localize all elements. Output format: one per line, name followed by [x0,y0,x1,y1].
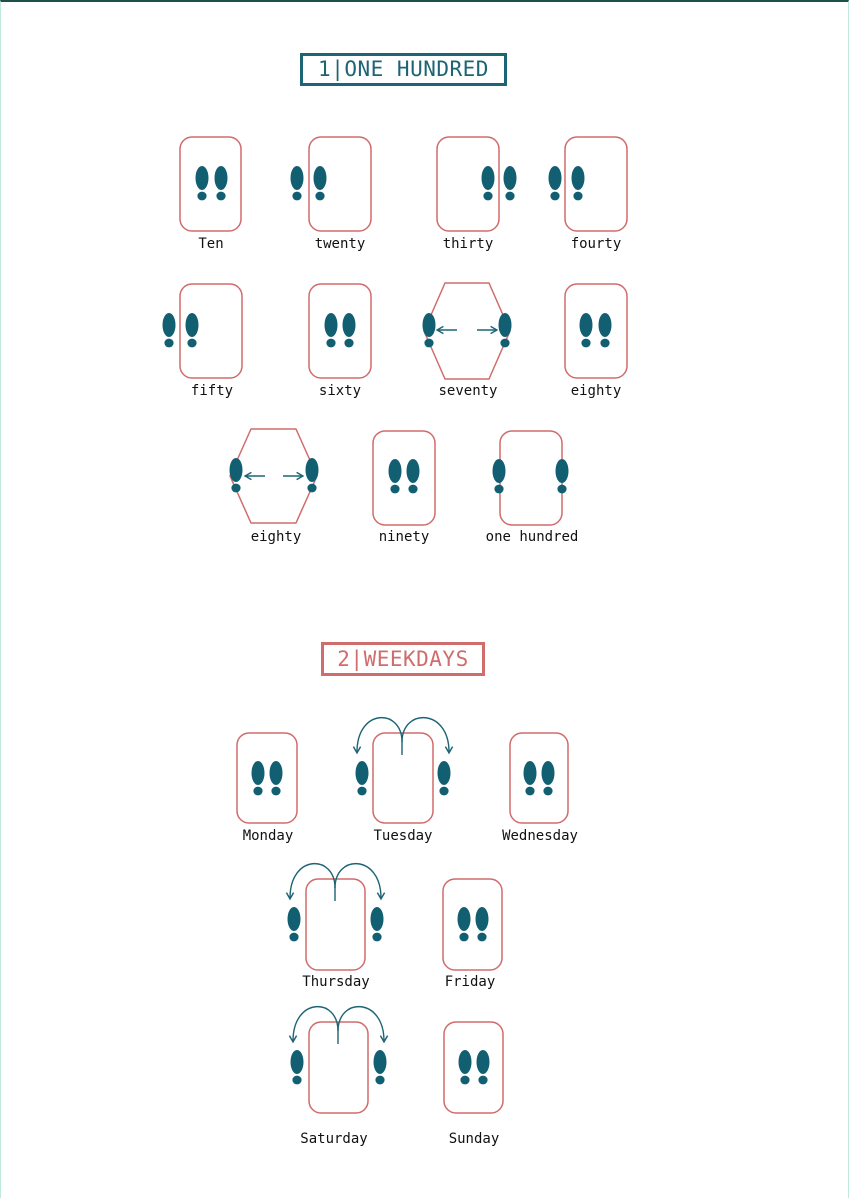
figure-wednesday [510,733,568,823]
right-foot-icon [556,459,569,493]
outline-box [444,1022,503,1113]
right-foot-icon [314,166,327,200]
figure-friday [443,879,502,970]
section-divider: | [350,646,364,671]
outline-box [510,733,568,823]
caption-eighty-hexagon: eighty [250,529,302,545]
outline-box [180,137,241,231]
left-foot-icon [291,166,304,200]
figure-ten [180,137,241,231]
figure-sixty [309,284,371,378]
outline-box [373,733,433,823]
caption-saturday: Saturday [300,1131,368,1147]
section-number: 2 [337,646,351,671]
outline-hexagon [424,283,510,379]
figure-tuesday [356,718,451,823]
outline-hexagon [230,429,317,523]
figure-sunday [444,1022,503,1113]
right-foot-icon [542,761,555,795]
left-foot-icon [423,313,436,347]
left-foot-icon [459,1050,472,1084]
left-foot-icon [482,166,495,200]
left-foot-icon [288,907,301,941]
caption-one-hundred: one hundred [485,529,579,545]
left-foot-icon [549,166,562,200]
right-foot-icon [438,761,451,795]
right-foot-icon [572,166,585,200]
jump-arrow-left-icon [293,1007,338,1044]
jump-arrow-left-icon [290,864,335,901]
caption-eighty: eighty [570,383,622,399]
outline-box [373,431,435,525]
left-foot-icon [252,761,265,795]
outline-box [500,431,562,525]
figure-eighty-hexagon [230,429,319,523]
jump-arrow-right-icon [402,718,449,752]
caption-ten: Ten [198,236,224,252]
caption-thursday: Thursday [302,974,370,990]
section-title-text: WEEKDAYS [363,646,469,671]
figure-seventy [423,283,512,379]
right-foot-icon [215,166,228,200]
right-foot-icon [599,313,612,347]
left-foot-icon [580,313,593,347]
caption-sunday: Sunday [448,1131,500,1147]
left-foot-icon [356,761,369,795]
section-title-text: ONE HUNDRED [344,57,489,81]
caption-twenty: twenty [314,236,366,252]
left-foot-icon [230,458,243,492]
outline-box [309,284,371,378]
left-foot-icon [389,459,402,493]
figure-fourty [549,137,628,231]
section-title-weekdays [321,642,485,676]
outline-box [237,733,297,823]
caption-fourty: fourty [570,236,622,252]
left-foot-icon [163,313,176,347]
left-foot-icon [458,907,471,941]
left-foot-icon [196,166,209,200]
right-foot-icon [476,907,489,941]
right-foot-icon [371,907,384,941]
section-divider: | [331,57,345,81]
figure-saturday [291,1007,387,1113]
caption-sixty: sixty [318,383,362,399]
figure-ninety [373,431,435,525]
caption-ninety: ninety [378,529,430,545]
left-foot-icon [325,313,338,347]
outline-box [443,879,502,970]
figure-eighty [565,284,627,378]
right-foot-icon [499,313,512,347]
caption-seventy: seventy [438,383,498,399]
left-foot-icon [524,761,537,795]
caption-thirty: thirty [442,236,494,252]
left-foot-icon [291,1050,304,1084]
right-foot-icon [504,166,517,200]
caption-tuesday: Tuesday [373,828,433,844]
right-foot-icon [186,313,199,347]
figure-thursday [288,864,384,970]
caption-friday: Friday [444,974,496,990]
right-foot-icon [343,313,356,347]
right-foot-icon [477,1050,490,1084]
caption-wednesday: Wednesday [502,828,578,844]
figure-thirty [437,137,517,231]
section-number: 1 [318,57,332,81]
right-foot-icon [407,459,420,493]
left-foot-icon [493,459,506,493]
figure-fifty [163,284,243,378]
caption-fifty: fifty [190,383,234,399]
figure-twenty [291,137,372,231]
right-foot-icon [374,1050,387,1084]
outline-box [565,284,627,378]
right-foot-icon [306,458,319,492]
figure-monday [237,733,297,823]
jump-arrow-left-icon [357,718,402,755]
right-foot-icon [270,761,283,795]
caption-monday: Monday [242,828,294,844]
figure-one-hundred [493,431,569,525]
